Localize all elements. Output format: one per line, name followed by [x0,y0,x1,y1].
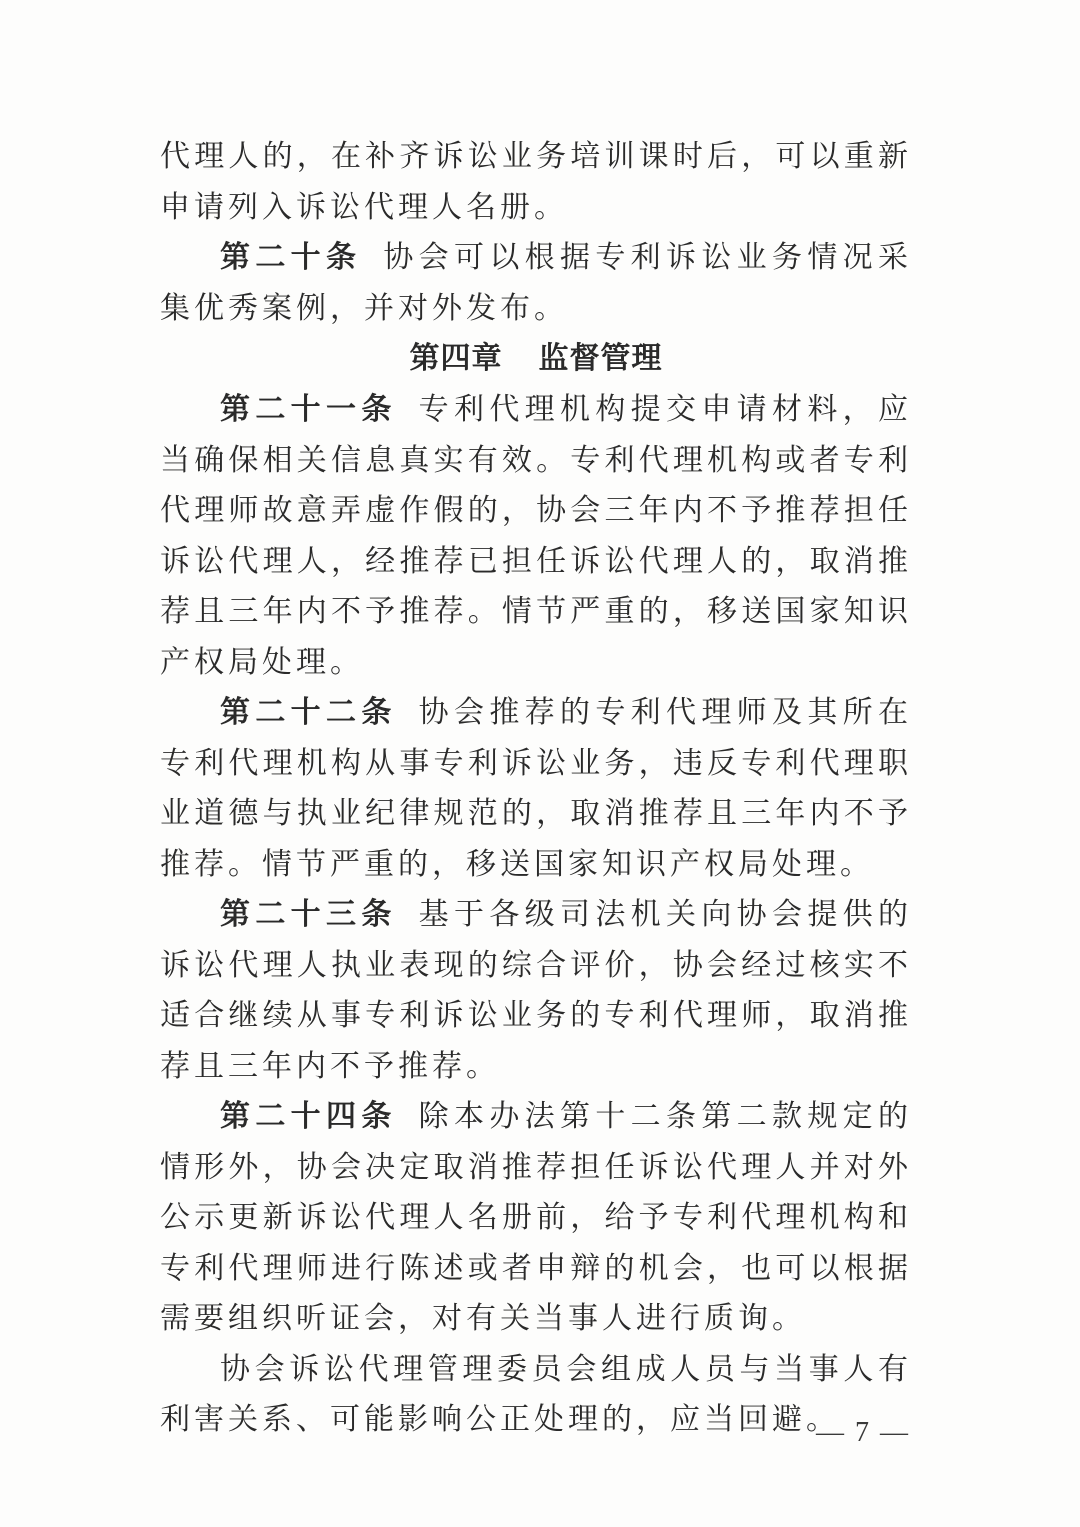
article-text: 专利代理机构提交申请材料，应当确保相关信息真实有效。专利代理机构或者专利代理师故意弄虚作假的，协会三年内不予推荐担任诉讼代理人，经推荐已担任诉讼代理人的，取消推荐且三年内不予推荐。情节严重的，移送国家知识产权局处理。 [160,392,913,680]
paragraph-continuation [160,132,912,233]
chapter-heading [160,336,912,382]
document-body [160,132,912,1446]
article-text: 除本办法第十二条第二款规定的情形外，协会决定取消推荐担任诉讼代理人并对外公示更新诉讼代理人名册前，给予专利代理机构和专利代理师进行陈述或者申辩的机会，也可以根据需要组织听证会，对有关当事人进行质询。 [160,1099,913,1336]
article-number: 第二十一条 [220,392,397,427]
article-text: 协会诉讼代理管理委员会组成人员与当事人有利害关系、可能影响公正处理的，应当回避。 [160,1351,912,1437]
article-23 [160,890,912,1092]
article-text: 协会推荐的专利代理师及其所在专利代理机构从事专利诉讼业务，违反专利代理职业道德与执业纪律规范的，取消推荐且三年内不予推荐。情节严重的，移送国家知识产权局处理。 [160,695,913,882]
article-number: 第二十四条 [220,1099,397,1134]
chapter-title: 监督管理 [538,341,663,376]
article-22 [160,688,912,890]
article-number: 第二十三条 [220,897,397,932]
chapter-number: 第四章 [409,341,503,376]
page-number: — 7 — [816,1417,910,1448]
article-text: 协会可以根据专利诉讼业务情况采集优秀案例，并对外发布。 [160,240,913,326]
article-24 [160,1092,912,1345]
article-number: 第二十条 [220,240,362,275]
article-text: 基于各级司法机关向协会提供的诉讼代理人执业表现的综合评价，协会经过核实不适合继续从事专利诉讼业务的专利代理师，取消推荐且三年内不予推荐。 [160,897,913,1084]
paragraph-text: 代理人的，在补齐诉讼业务培训课时后，可以重新申请列入诉讼代理人名册。 [160,139,912,225]
article-24-paragraph-2 [160,1345,912,1446]
article-number: 第二十二条 [220,695,397,730]
article-20 [160,233,912,334]
article-21 [160,385,912,688]
